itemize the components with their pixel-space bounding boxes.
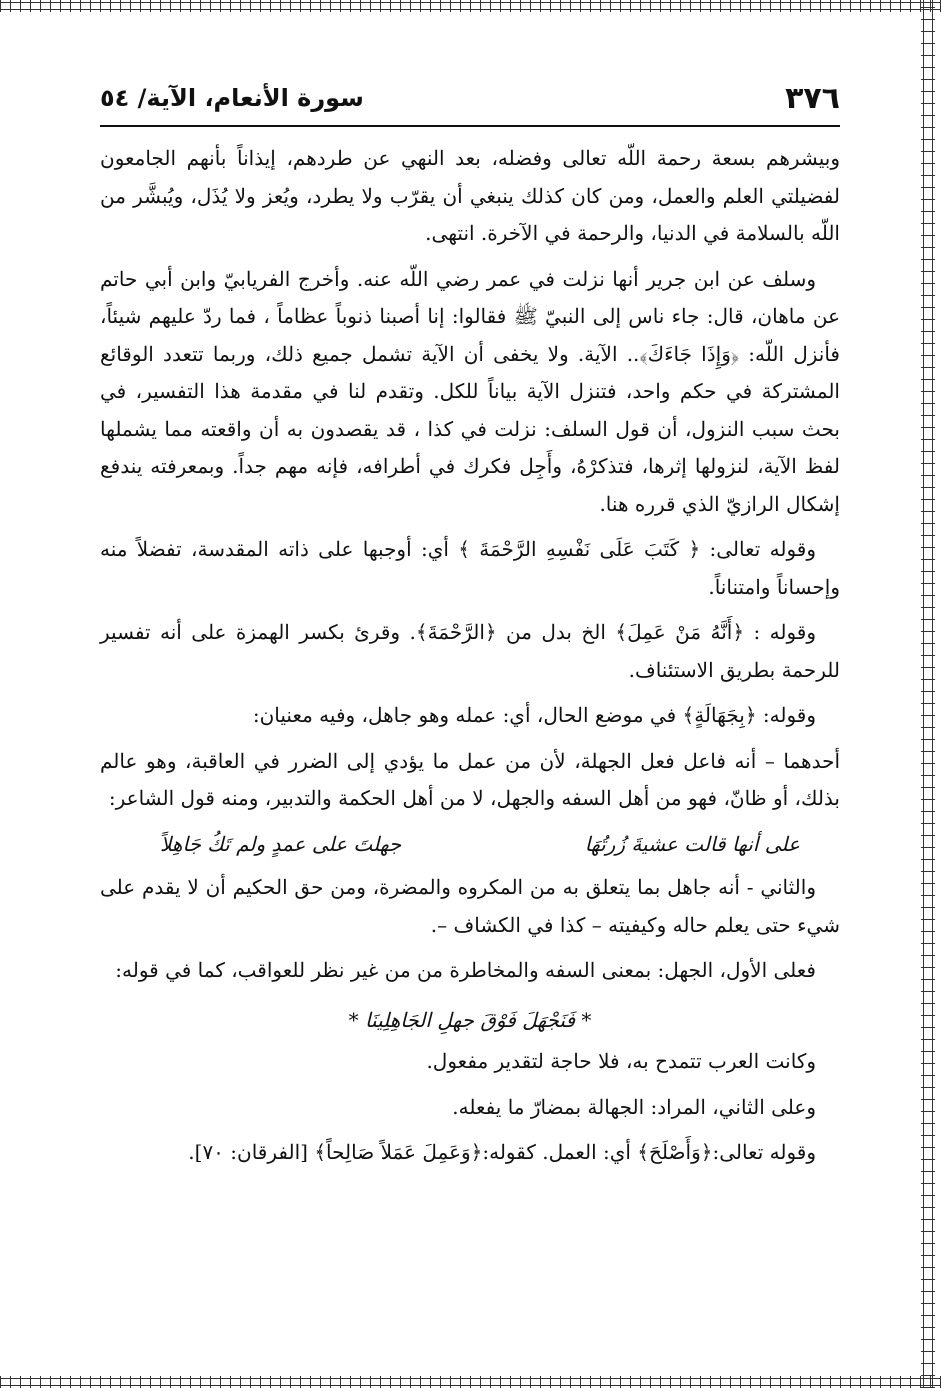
paragraph: وعلى الثاني، المراد: الجهالة بمضارّ ما يفعله. bbox=[452, 1094, 816, 1119]
top-ornamental-border bbox=[0, 0, 941, 12]
page-number: ٣٧٦ bbox=[785, 80, 840, 116]
poetry-verse bbox=[100, 826, 840, 864]
paragraph: وقوله تعالى: ﴿ كَتَبَ عَلَى نَفْسِهِ الرَّحْمَةَ ﴾ أي: أوجبها على ذاته المقدسة، تفضلاً منه وإحساناً وامتناناً. bbox=[100, 537, 840, 599]
paragraph: وبيشرهم بسعة رحمة اللّه تعالى وفضله، بعد النهي عن طردهم، إيذاناً بأنهم الجامعون لفضيلتي العلم والعمل، ومن كان كذلك ينبغي أن يقرّب ولا يطرد، ويُعز ولا يُذَل، ويُبشَّر من اللّه بالسلامة في الدنيا، والرحمة في الآخرة. انتهى. bbox=[100, 146, 840, 245]
poetry-verse-centered: * فَنَجْهَلَ فَوْقَ جهلِ الجَاهِلِينَا * bbox=[348, 1007, 592, 1032]
paragraph: والثاني - أنه جاهل بما يتعلق به من المكروه والمضرة، ومن حق الحكيم أن لا يقدم على شيء حتى يعلم حاله وكيفيته – كذا في الكشاف –. bbox=[100, 875, 840, 937]
paragraph: وقوله: ﴿بِجَهَالَةٍ﴾ في موضع الحال، أي: عمله وهو جاهل، وفيه معنيان: bbox=[252, 703, 816, 727]
header-rule bbox=[100, 125, 840, 127]
paragraph: وقوله : ﴿أَنَّهُ مَنْ عَمِلَ﴾ الخ بدل من ﴿الرَّحْمَةَ﴾. وقرئ بكسر الهمزة على أنه تفسير للرحمة بطريق الاستئناف. bbox=[100, 620, 840, 682]
verse-hemistich-right: على أنها قالت عشيةَ زُرتُهَا bbox=[584, 831, 800, 856]
page-body bbox=[100, 140, 840, 1180]
paragraph: أحدهما – أنه فاعل فعل الجهلة، لأن من عمل ما يؤدي إلى الضرر في العاقبة، وهو عالم بذلك، أو ظانّ، فهو من أهل السفه والجهل، لا من أهل الحكمة والتدبير، ومنه قول الشاعر: bbox=[100, 748, 840, 810]
paragraph: وقوله تعالى:﴿وَأَصْلَحَ﴾ أي: العمل. كقوله:﴿وَعَمِلَ عَمَلاً صَالِحاً﴾ [الفرقان: ٧٠]. bbox=[188, 1140, 816, 1164]
verse-hemistich-left: جهلتَ على عمدٍ ولم تَكُ جَاهِلاً bbox=[160, 831, 402, 856]
paragraph: وسلف عن ابن جرير أنها نزلت في عمر رضي اللّه عنه. وأخرج الفريابيّ وابن أبي حاتم عن ماهان، قال: جاء ناس إلى النبيّ ﷺ فقالوا: إنا أصبنا ذنوباً عظاماً ، فما ردّ عليهم شيئاً، فأنزل اللّه: ﴿وَإِذَا جَاءَكَ﴾.. الآية. ولا يخفى أن الآية تشمل جميع ذلك، وربما تتعدد الوقائع المشتركة في حكم واحد، فتنزل الآية بياناً للكل. وتقدم لنا في مقدمة هذا التفسير، في بحث سبب النزول، أن قول السلف: نزلت في كذا ، قد يقصدون به أن واقعته مما يشملها لفظ الآية، لنزولها إثرها، فتذكرْهُ، وأَجِل فكرك في أطرافه، فإنه مهم جداً. وبمعرفته يندفع إشكال الرازيّ الذي قرره هنا. bbox=[100, 266, 840, 516]
surah-title: سورة الأنعام، الآية/ ٥٤ bbox=[100, 84, 364, 112]
paragraph: فعلى الأول، الجهل: بمعنى السفه والمخاطرة من من غير نظر للعواقب، كما في قوله: bbox=[115, 958, 816, 982]
page-header bbox=[100, 78, 840, 118]
paragraph: وكانت العرب تتمدح به، فلا حاجة لتقدير مفعول. bbox=[426, 1049, 816, 1073]
bottom-ornamental-border bbox=[0, 1376, 941, 1388]
right-ornamental-border bbox=[921, 0, 935, 1388]
